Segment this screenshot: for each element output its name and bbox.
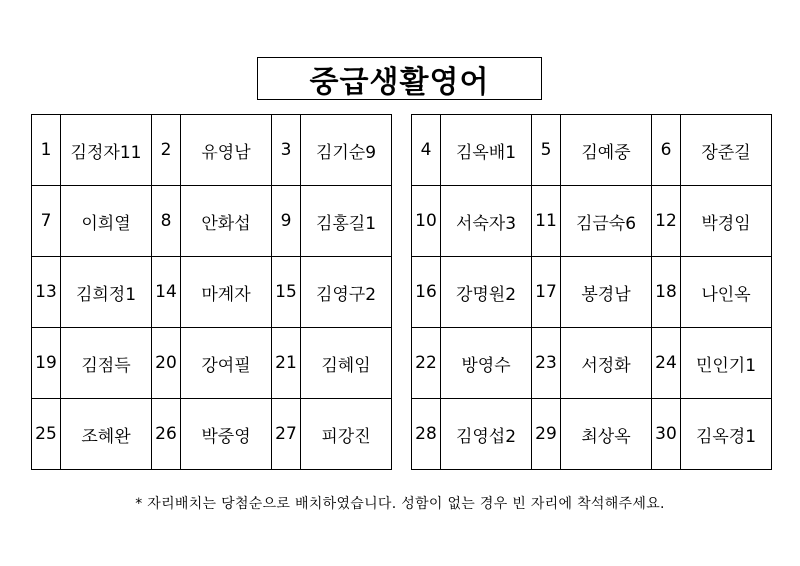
seat-number: 14 bbox=[152, 257, 181, 328]
seat-row bbox=[32, 115, 392, 186]
seat-number: 2 bbox=[152, 115, 181, 186]
page-title: 중급생활영어 bbox=[257, 57, 542, 100]
seat-name: 봉경남 bbox=[561, 257, 652, 328]
seat-name: 유영남 bbox=[181, 115, 272, 186]
seat-row bbox=[412, 186, 772, 257]
seat-number: 30 bbox=[652, 399, 681, 470]
seat-number: 15 bbox=[272, 257, 301, 328]
seat-number: 9 bbox=[272, 186, 301, 257]
left-seating-table bbox=[31, 114, 392, 470]
seat-row bbox=[32, 257, 392, 328]
seat-number: 18 bbox=[652, 257, 681, 328]
seat-name: 김옥경1 bbox=[681, 399, 772, 470]
seat-number: 7 bbox=[32, 186, 61, 257]
seat-number: 1 bbox=[32, 115, 61, 186]
seat-number: 17 bbox=[532, 257, 561, 328]
seat-name: 마계자 bbox=[181, 257, 272, 328]
seat-number: 13 bbox=[32, 257, 61, 328]
seat-row bbox=[412, 399, 772, 470]
seat-number: 25 bbox=[32, 399, 61, 470]
seat-name: 민인기1 bbox=[681, 328, 772, 399]
seat-name: 나인옥 bbox=[681, 257, 772, 328]
seat-number: 11 bbox=[532, 186, 561, 257]
seat-name: 김혜임 bbox=[301, 328, 392, 399]
seat-number: 10 bbox=[412, 186, 441, 257]
seat-row bbox=[32, 328, 392, 399]
seat-number: 4 bbox=[412, 115, 441, 186]
seat-name: 최상옥 bbox=[561, 399, 652, 470]
seat-number: 29 bbox=[532, 399, 561, 470]
seat-name: 방영수 bbox=[441, 328, 532, 399]
seat-name: 김점득 bbox=[61, 328, 152, 399]
seating-note: * 자리배치는 당첨순으로 배치하였습니다. 성함이 없는 경우 빈 자리에 착석해주세요. bbox=[135, 496, 665, 512]
seat-name: 김예중 bbox=[561, 115, 652, 186]
seat-name: 박중영 bbox=[181, 399, 272, 470]
seat-number: 21 bbox=[272, 328, 301, 399]
seat-row bbox=[412, 257, 772, 328]
seat-name: 김영구2 bbox=[301, 257, 392, 328]
seat-row bbox=[32, 186, 392, 257]
seat-number: 27 bbox=[272, 399, 301, 470]
seat-name: 서정화 bbox=[561, 328, 652, 399]
seat-number: 8 bbox=[152, 186, 181, 257]
seat-name: 박경임 bbox=[681, 186, 772, 257]
seat-name: 김정자11 bbox=[61, 115, 152, 186]
seat-number: 26 bbox=[152, 399, 181, 470]
seat-number: 6 bbox=[652, 115, 681, 186]
seat-name: 피강진 bbox=[301, 399, 392, 470]
seat-name: 김금숙6 bbox=[561, 186, 652, 257]
seat-number: 24 bbox=[652, 328, 681, 399]
seat-number: 20 bbox=[152, 328, 181, 399]
seat-name: 이희열 bbox=[61, 186, 152, 257]
seat-name: 김기순9 bbox=[301, 115, 392, 186]
seat-number: 3 bbox=[272, 115, 301, 186]
seat-name: 강명원2 bbox=[441, 257, 532, 328]
seat-row bbox=[32, 399, 392, 470]
seat-name: 김옥배1 bbox=[441, 115, 532, 186]
right-seating-table bbox=[411, 114, 772, 470]
seat-number: 5 bbox=[532, 115, 561, 186]
seat-number: 16 bbox=[412, 257, 441, 328]
seat-name: 안화섭 bbox=[181, 186, 272, 257]
seat-name: 김홍길1 bbox=[301, 186, 392, 257]
seat-name: 김영섭2 bbox=[441, 399, 532, 470]
right-seating-body bbox=[412, 115, 772, 470]
seat-row bbox=[412, 328, 772, 399]
seat-name: 장준길 bbox=[681, 115, 772, 186]
seat-name: 강여필 bbox=[181, 328, 272, 399]
seat-name: 서숙자3 bbox=[441, 186, 532, 257]
seat-number: 23 bbox=[532, 328, 561, 399]
seat-name: 조혜완 bbox=[61, 399, 152, 470]
seat-row bbox=[412, 115, 772, 186]
seat-number: 19 bbox=[32, 328, 61, 399]
seat-name: 김희정1 bbox=[61, 257, 152, 328]
left-seating-body bbox=[32, 115, 392, 470]
seat-number: 28 bbox=[412, 399, 441, 470]
seat-number: 22 bbox=[412, 328, 441, 399]
seat-number: 12 bbox=[652, 186, 681, 257]
